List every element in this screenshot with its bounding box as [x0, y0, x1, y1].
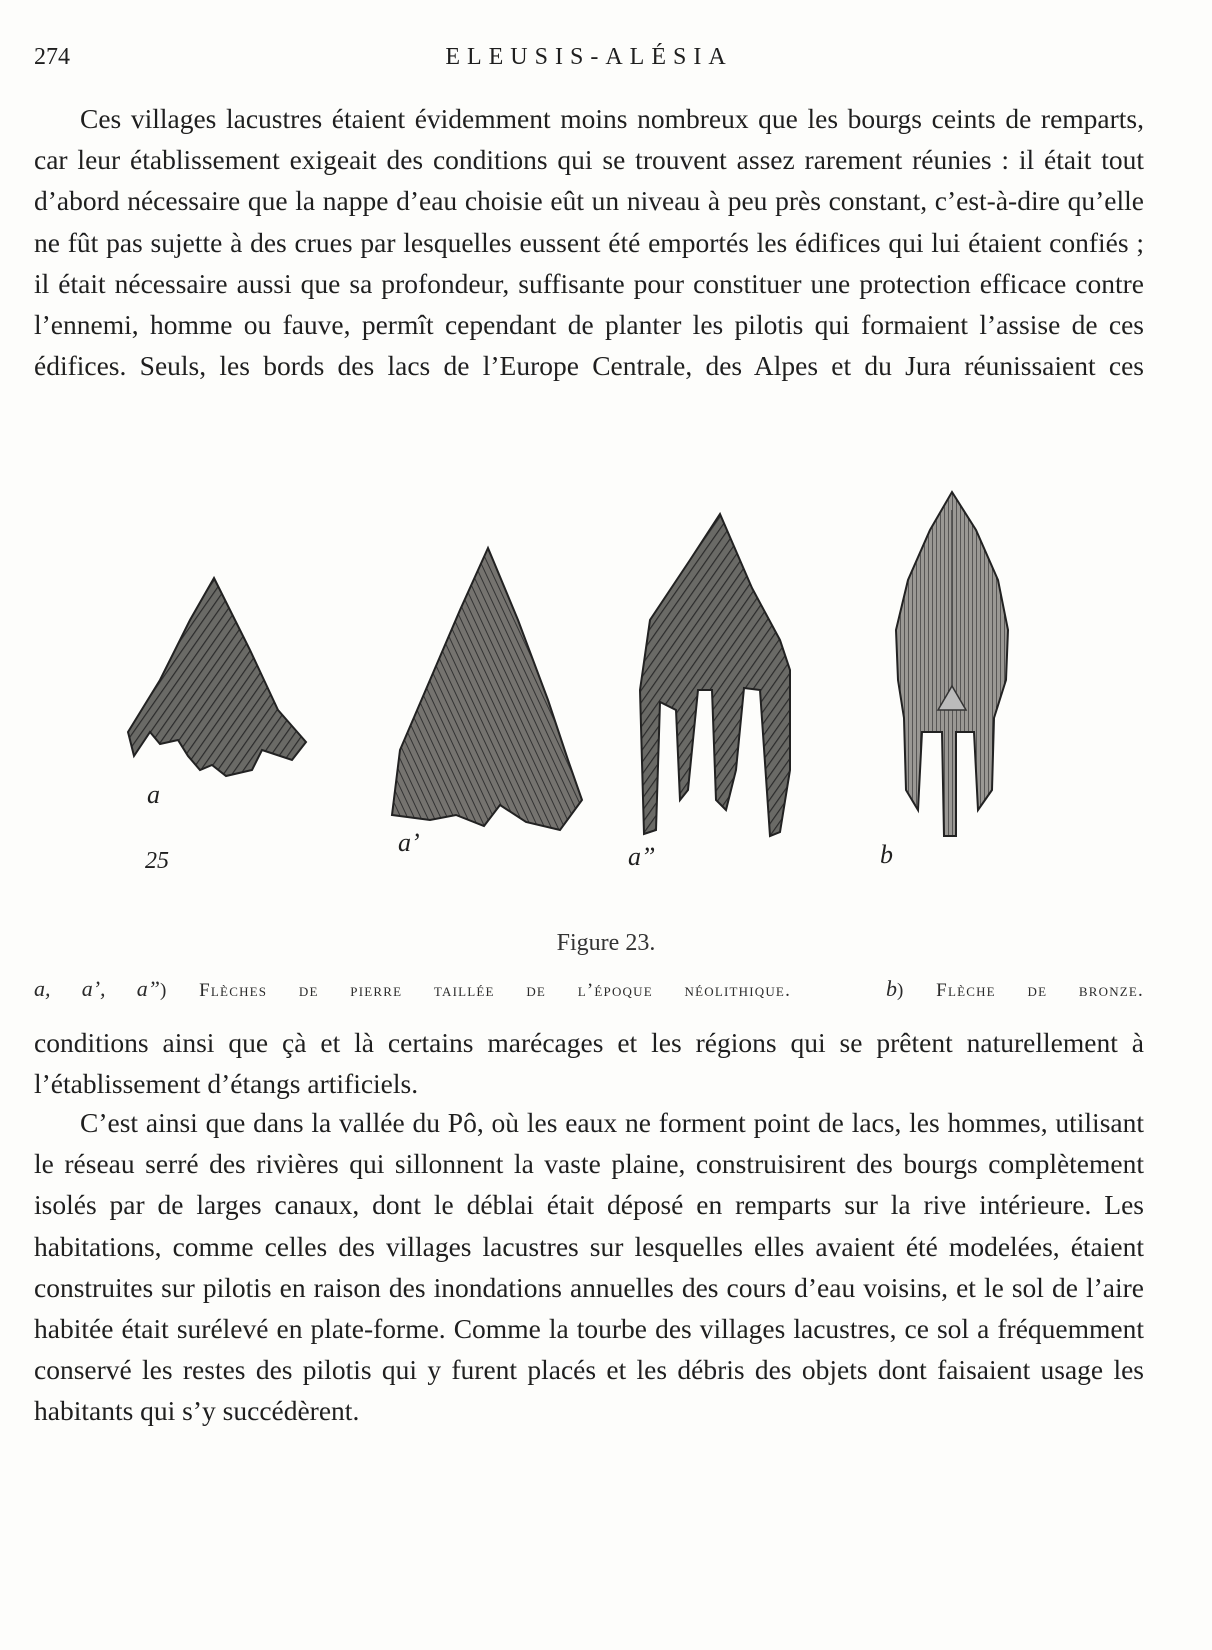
caption-letters-a: a, a’, a” — [34, 976, 160, 1001]
page-header — [34, 44, 1144, 84]
arrowhead-a2-icon — [640, 514, 790, 836]
label-a2: a” — [628, 842, 656, 871]
figure-title: Figure 23. — [556, 930, 656, 956]
paragraph-2: conditions ainsi que çà et là certains marécages et les régions qui se prêtent naturellement à l’établissement d’étangs artificiels. — [34, 1027, 1144, 1100]
caption-letter-b: b — [886, 976, 897, 1001]
label-a: a — [147, 780, 160, 809]
arrowhead-a-icon — [128, 578, 306, 776]
running-title: ELEUSIS-ALÉSIA — [445, 44, 733, 70]
figure-arrowheads — [0, 470, 1212, 940]
arrowhead-a1-icon — [392, 548, 582, 830]
figure-caption — [34, 976, 1144, 1002]
page-number: 274 — [34, 44, 70, 70]
plate-number: 25 — [145, 848, 169, 874]
paragraph-1: Ces villages lacustres étaient évidemment moins nombreux que les bourgs ceints de remparts, car leur établissement exigeait des conditions qui se trouvent assez rarement réunies : il était tout d’abord nécessaire que la nappe d’eau choisie eût un niveau à peu près constant, c’est-à-dire qu’elle ne fût pas sujette à des crues par lesquelles eussent été emportés les édifices qui lui étaient confiés ; il était nécessaire aussi que sa profondeur, suffisante pour constituer une protection efficace contre l’ennemi, homme ou fauve, permît cependant de planter les pilotis qui formaient l’assise de ces édifices. Seuls, les bords des lacs de l’Europe Centrale, des Alpes et du Jura réunissaient ces — [34, 103, 1144, 382]
arrowheads-illustration — [0, 470, 1212, 940]
caption-text-a: ) Flèches de pierre taillée de l’époque néolithique. — [159, 980, 792, 1001]
caption-text-b: ) Flèche de bronze. — [897, 980, 1145, 1001]
label-a1: a’ — [398, 828, 420, 857]
label-b: b — [880, 840, 893, 869]
paragraph-3: C’est ainsi que dans la vallée du Pô, où les eaux ne forment point de lacs, les hommes, utilisant le réseau serré des rivières qui sillonnent la vaste plaine, construisirent des bourgs complètement isolés par de larges canaux, dont le déblai était déposé en remparts sur la rive intérieure. Les habitations, comme celles des villages lacustres sur lesquelles elles avaient été modelées, étaient construites sur pilotis en raison des inondations annuelles des cours d’eau voisins, et le sol de l’aire habitée était surélevé en plate-forme. Comme la tourbe des villages lacustres, ce sol a fréquemment conservé les restes des pilotis qui y furent placés et les débris des objets dont faisaient usage les habitants qui s’y succédèrent. — [34, 1107, 1144, 1427]
